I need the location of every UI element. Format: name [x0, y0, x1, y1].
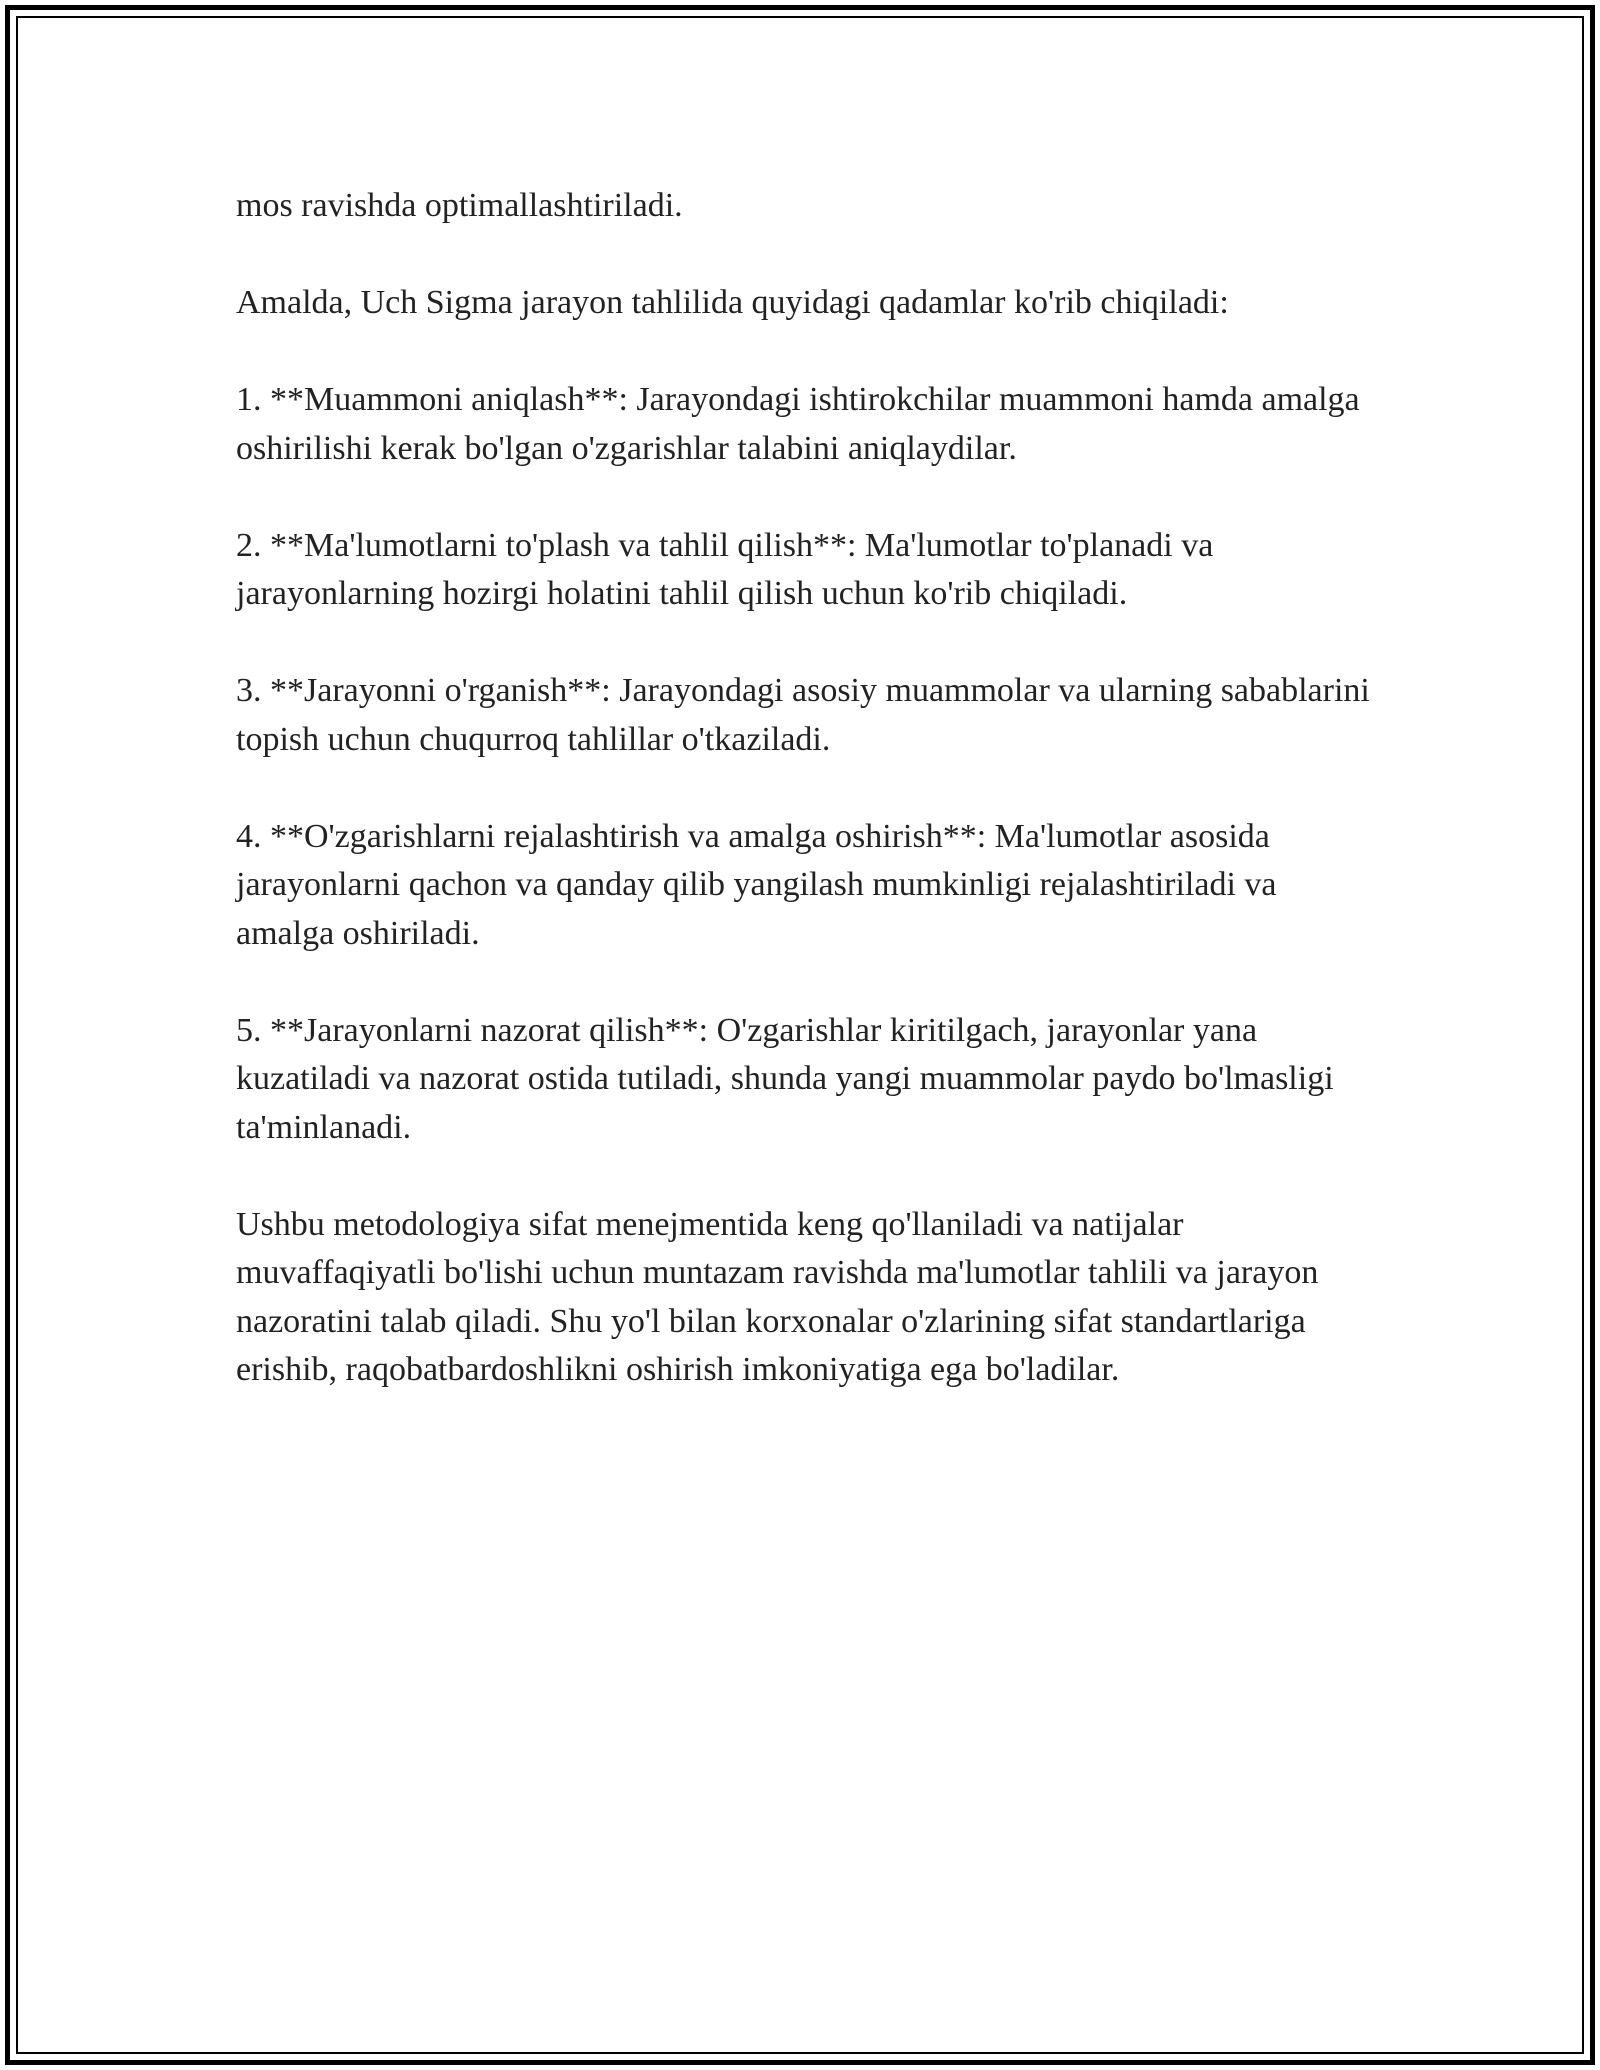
list-item-step-2: 2. **Ma'lumotlarni to'plash va tahlil qilish**: Ma'lumotlar to'planadi va jarayonlarning hozirgi holatini tahlil qilish uchun ko'rib chiqiladi.: [236, 526, 1214, 612]
list-item-step-5: 5. **Jarayonlarni nazorat qilish**: O'zgarishlar kiritilgach, jarayonlar yana kuzatiladi va nazorat ostida tutiladi, shunda yangi muammolar paydo bo'lmasligi ta'minlanadi.: [236, 1011, 1334, 1146]
list-item-step-1: 1. **Muammoni aniqlash**: Jarayondagi ishtirokchilar muammoni hamda amalga oshirilishi kerak bo'lgan o'zgarishlar talabini aniqlaydilar.: [236, 381, 1360, 467]
list-item-step-3: 3. **Jarayonni o'rganish**: Jarayondagi asosiy muammolar va ularning sabablarini topish uchun chuqurroq tahlillar o'tkaziladi.: [236, 672, 1370, 758]
document-body: [236, 182, 1376, 1443]
paragraph-conclusion: Ushbu metodologiya sifat menejmentida keng qo'llaniladi va natijalar muvaffaqiyatli bo'lishi uchun muntazam ravishda ma'lumotlar tahlili va jarayon nazoratini talab qiladi. Shu yo'l bilan korxonalar o'zlarining sifat standartlariga erishib, raqobatbardoshlikni oshirish imkoniyatiga ega bo'ladilar.: [236, 1205, 1319, 1388]
paragraph-steps-intro: Amalda, Uch Sigma jarayon tahlilida quyidagi qadamlar ko'rib chiqiladi:: [236, 284, 1229, 321]
list-item-step-4: 4. **O'zgarishlarni rejalashtirish va amalga oshirish**: Ma'lumotlar asosida jarayonlarni qachon va qanday qilib yangilash mumkinligi rejalashtiriladi va amalga oshiriladi.: [236, 817, 1277, 952]
paragraph-intro-continuation: mos ravishda optimallashtiriladi.: [236, 187, 683, 224]
